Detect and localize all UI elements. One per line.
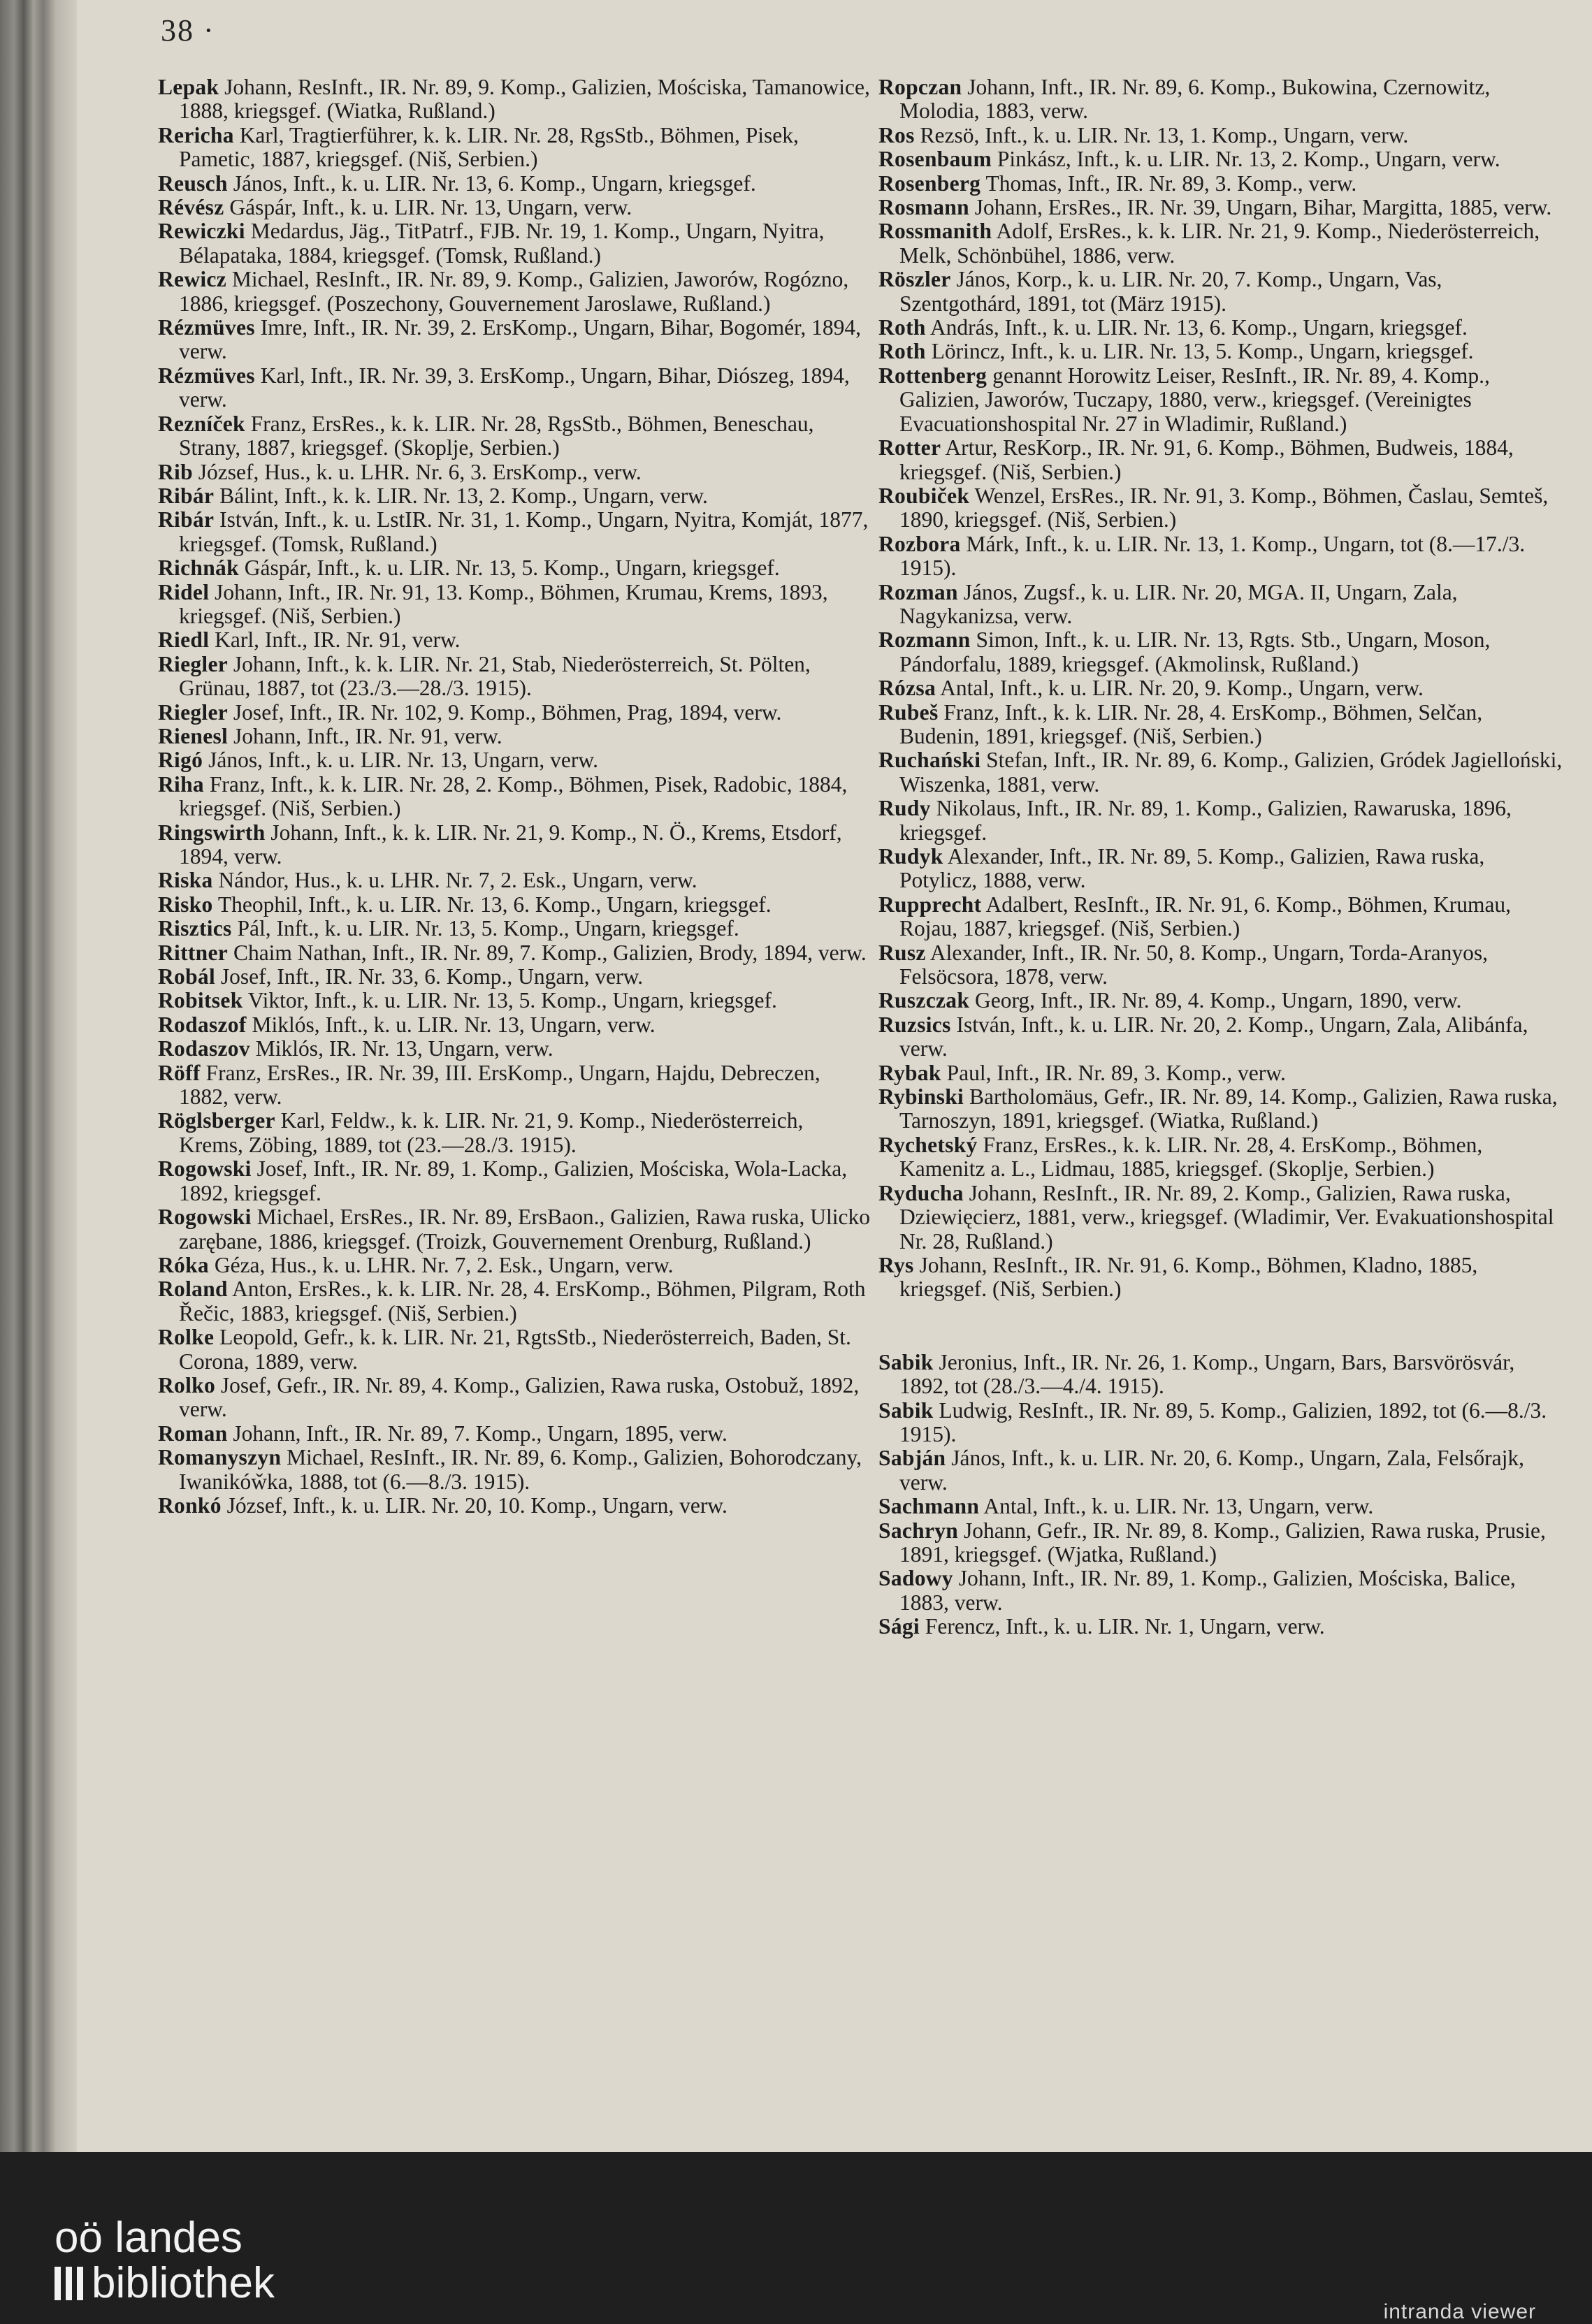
section-gap: [878, 1302, 1563, 1351]
entry-details: József, Hus., k. u. LHR. Nr. 6, 3. ErsKomp., verw.: [198, 459, 642, 484]
entry-details: János, Korp., k. u. LIR. Nr. 20, 7. Komp., Ungarn, Vas, Szentgothárd, 1891, tot (März 1915).: [899, 267, 1442, 316]
entry-details: Stefan, Inft., IR. Nr. 89, 6. Komp., Galizien, Gródek Jagielloński, Wiszenka, 1881, verw.: [899, 748, 1563, 797]
entry-surname: Rozbora: [878, 531, 961, 556]
list-entry: [158, 1013, 871, 1037]
entry-details: Imre, Inft., IR. Nr. 39, 2. ErsKomp., Ungarn, Bihar, Bogomér, 1894, verw.: [179, 315, 861, 364]
entry-details: József, Inft., k. u. LIR. Nr. 20, 10. Komp., Ungarn, verw.: [226, 1493, 728, 1518]
entry-details: Franz, Inft., k. k. LIR. Nr. 28, 4. ErsKomp., Böhmen, Selčan, Budenin, 1891, kriegsgef. (Niš, Serbien.): [899, 699, 1483, 748]
list-entry: [158, 941, 871, 965]
entry-details: Johann, Inft., k. k. LIR. Nr. 21, 9. Komp., N. Ö., Krems, Etsdorf, 1894, verw.: [179, 820, 842, 869]
entry-surname: Richnák: [158, 555, 239, 581]
entry-surname: Riegler: [158, 699, 229, 725]
entry-surname: Ribár: [158, 507, 215, 532]
entry-details: Johann, Inft., IR. Nr. 89, 7. Komp., Ungarn, 1895, verw.: [233, 1421, 728, 1446]
entry-details: Adolf, ErsRes., k. k. LIR. Nr. 21, 9. Komp., Niederösterreich, Melk, Schönbühel, 1886, verw.: [899, 219, 1540, 268]
entry-surname: Röszler: [878, 267, 951, 292]
list-entry: [158, 917, 871, 941]
list-entry: [878, 797, 1563, 845]
entry-details: Theophil, Inft., k. u. LIR. Nr. 13, 6. Komp., Ungarn, kriegsgef.: [217, 892, 772, 917]
entry-surname: Rienesl: [158, 723, 229, 748]
list-entry: [878, 676, 1563, 700]
list-entry: [878, 532, 1563, 581]
entry-surname: Ryducha: [878, 1180, 964, 1205]
entry-surname: Rottenberg: [878, 363, 987, 388]
list-entry: [158, 893, 871, 917]
entry-surname: Ringswirth: [158, 820, 266, 845]
entry-details: Nándor, Hus., k. u. LHR. Nr. 7, 2. Esk., Ungarn, verw.: [218, 868, 697, 893]
list-entry: [878, 581, 1563, 629]
entry-surname: Rozman: [878, 579, 958, 604]
list-entry: [158, 1446, 871, 1494]
entry-surname: Roland: [158, 1277, 228, 1302]
entry-surname: Robitsek: [158, 988, 243, 1013]
entry-surname: Riedl: [158, 627, 210, 653]
entry-surname: Rézmüves: [158, 363, 255, 388]
entry-details: János, Zugsf., k. u. LIR. Nr. 20, MGA. II, Ungarn, Zala, Nagykanizsa, verw.: [899, 579, 1458, 628]
entry-surname: Roubiček: [878, 483, 970, 508]
entry-surname: Riha: [158, 771, 204, 797]
entry-details: Jeronius, Inft., IR. Nr. 26, 1. Komp., Ungarn, Bars, Barsvörösvár, 1892, tot (28./3.—4./4. 1915).: [899, 1349, 1515, 1399]
entry-details: Medardus, Jäg., TitPatrf., FJB. Nr. 19, 1. Komp., Ungarn, Nyitra, Bélapataka, 1884, kriegsgef. (Tomsk, Rußland.): [179, 219, 825, 268]
entry-details: Johann, ResInft., IR. Nr. 89, 9. Komp., Galizien, Mościska, Tamanowice, 1888, kriegsgef. (Wiatka, Rußland.): [179, 75, 870, 124]
library-logo: [55, 2216, 275, 2307]
entry-surname: Sabján: [878, 1446, 946, 1471]
list-entry: [878, 484, 1563, 532]
entry-surname: Rogowski: [158, 1205, 252, 1230]
entry-surname: Ruchański: [878, 748, 981, 773]
entry-surname: Roman: [158, 1421, 228, 1446]
entry-details: Alexander, Inft., IR. Nr. 89, 5. Komp., Galizien, Rawa ruska, Potylicz, 1888, verw.: [899, 844, 1485, 893]
entry-surname: Rézmüves: [158, 315, 255, 340]
entry-details: Pál, Inft., k. u. LIR. Nr. 13, 5. Komp., Ungarn, kriegsgef.: [237, 916, 739, 941]
list-entry: [158, 1374, 871, 1422]
entry-details: Antal, Inft., k. u. LIR. Nr. 20, 9. Komp., Ungarn, verw.: [940, 676, 1424, 701]
entry-surname: Rupprecht: [878, 892, 982, 917]
list-entry: [158, 1494, 871, 1518]
list-entry: [158, 75, 871, 124]
list-entry: [158, 1037, 871, 1061]
entry-details: István, Inft., k. u. LIR. Nr. 20, 2. Komp., Ungarn, Zala, Alibánfa, verw.: [899, 1012, 1528, 1061]
entry-surname: Roth: [878, 315, 926, 340]
entry-surname: Rudy: [878, 796, 931, 821]
list-entry: [878, 268, 1563, 316]
list-entry: [158, 219, 871, 268]
entry-surname: Rewicz: [158, 267, 226, 292]
entry-surname: Ridel: [158, 579, 210, 604]
list-entry: [878, 196, 1563, 219]
entry-details: Johann, Inft., k. k. LIR. Nr. 21, Stab, Niederösterreich, St. Pölten, Grünau, 1887, tot (23./3.—28./3. 1915).: [179, 651, 811, 701]
list-entry: [878, 1133, 1563, 1182]
entry-details: András, Inft., k. u. LIR. Nr. 13, 6. Komp., Ungarn, kriegsgef.: [929, 315, 1468, 340]
list-entry: [158, 316, 871, 364]
entry-details: Johann, Inft., IR. Nr. 89, 1. Komp., Galizien, Mościska, Balice, 1883, verw.: [899, 1566, 1516, 1615]
list-entry: [878, 316, 1563, 340]
entry-details: Johann, Inft., IR. Nr. 91, 13. Komp., Böhmen, Krumau, Krems, 1893, kriegsgef. (Niš, Serbien.): [179, 579, 828, 628]
entry-details: Paul, Inft., IR. Nr. 89, 3. Komp., verw.: [946, 1060, 1286, 1085]
list-entry: [158, 268, 871, 316]
list-entry: [158, 124, 871, 172]
entry-details: Nikolaus, Inft., IR. Nr. 89, 1. Komp., Galizien, Rawaruska, 1896, kriegsgef.: [899, 796, 1512, 845]
entry-surname: Rychetský: [878, 1132, 978, 1157]
entry-surname: Sabik: [878, 1349, 934, 1374]
entry-surname: Risztics: [158, 916, 232, 941]
entry-details: János, Inft., k. u. LIR. Nr. 13, Ungarn, verw.: [208, 748, 598, 773]
entry-surname: Rusz: [878, 940, 926, 965]
right-column: [878, 75, 1563, 1639]
entry-surname: Rogowski: [158, 1156, 252, 1182]
entry-details: Ludwig, ResInft., IR. Nr. 89, 5. Komp., Galizien, 1892, tot (6.—8./3. 1915).: [899, 1397, 1547, 1446]
list-entry: [878, 893, 1563, 941]
list-entry: [878, 1061, 1563, 1085]
entry-surname: Rosmann: [878, 195, 969, 220]
entry-details: Franz, ErsRes., IR. Nr. 39, III. ErsKomp., Ungarn, Hajdu, Debreczen, 1882, verw.: [179, 1060, 820, 1110]
entry-details: genannt Horowitz Leiser, ResInft., IR. Nr. 89, 4. Komp., Galizien, Jaworów, Tuczapy, 1880, verw., kriegsgef. (Vereinigtes Evacuationshospital Nr. 27 in Wladimir, Rußland.): [899, 363, 1490, 436]
entry-details: Anton, ErsRes., k. k. LIR. Nr. 28, 4. ErsKomp., Böhmen, Pilgram, Roth Řečic, 1883, kriegsgef. (Niš, Serbien.): [179, 1277, 866, 1326]
list-entry: [158, 773, 871, 821]
list-entry: [878, 748, 1563, 797]
list-entry: [878, 628, 1563, 676]
list-entry: [878, 1085, 1563, 1133]
entry-details: Rezsö, Inft., k. u. LIR. Nr. 13, 1. Komp., Ungarn, verw.: [920, 122, 1409, 147]
list-entry: [158, 748, 871, 772]
list-entry: [878, 1351, 1563, 1399]
entry-details: János, Inft., k. u. LIR. Nr. 20, 6. Komp., Ungarn, Zala, Felsőrajk, verw.: [899, 1446, 1524, 1495]
list-entry: [878, 1013, 1563, 1061]
list-entry: [158, 1109, 871, 1157]
list-entry: [158, 412, 871, 460]
entry-surname: Révész: [158, 195, 224, 220]
entry-surname: Rózsa: [878, 676, 936, 701]
list-entry: [158, 172, 871, 196]
entry-surname: Lepak: [158, 75, 219, 99]
entry-surname: Róka: [158, 1252, 209, 1277]
entry-details: Miklós, Inft., k. u. LIR. Nr. 13, Ungarn, verw.: [252, 1012, 656, 1037]
entry-surname: Ronkó: [158, 1493, 222, 1518]
entry-details: Ferencz, Inft., k. u. LIR. Nr. 1, Ungarn, verw.: [925, 1614, 1325, 1639]
list-entry: [158, 725, 871, 748]
entry-details: Géza, Hus., k. u. LHR. Nr. 7, 2. Esk., Ungarn, verw.: [214, 1252, 674, 1277]
entry-details: Josef, Inft., IR. Nr. 33, 6. Komp., Ungarn, verw.: [220, 964, 644, 989]
entry-surname: Sadowy: [878, 1566, 953, 1591]
list-entry: [878, 845, 1563, 893]
entry-details: Michael, ResInft., IR. Nr. 89, 6. Komp., Galizien, Bohorodczany, Iwaników̌ka, 1888, tot (6.—8./3. 1915).: [179, 1445, 862, 1494]
entry-surname: Rolko: [158, 1372, 216, 1397]
entry-surname: Rozmann: [878, 627, 971, 653]
entry-details: Karl, Inft., IR. Nr. 39, 3. ErsKomp., Ungarn, Bihar, Diószeg, 1894, verw.: [179, 363, 850, 412]
entry-surname: Ros: [878, 122, 915, 147]
entry-surname: Sági: [878, 1614, 920, 1639]
entry-details: Bálint, Inft., k. k. LIR. Nr. 13, 2. Komp., Ungarn, verw.: [219, 483, 708, 508]
list-entry: [878, 1567, 1563, 1615]
list-entry: [158, 653, 871, 701]
entry-details: Johann, ErsRes., IR. Nr. 39, Ungarn, Bihar, Margitta, 1885, verw.: [974, 195, 1552, 220]
list-entry: [158, 508, 871, 556]
list-entry: [158, 1205, 871, 1254]
entry-surname: Rosenberg: [878, 170, 981, 196]
entry-details: Viktor, Inft., k. u. LIR. Nr. 13, 5. Komp., Ungarn, kriegsgef.: [247, 988, 777, 1013]
entry-surname: Rossmanith: [878, 219, 992, 244]
list-entry: [158, 364, 871, 412]
list-entry: [878, 1254, 1563, 1302]
list-entry: [878, 1399, 1563, 1447]
entry-surname: Reusch: [158, 170, 228, 196]
entry-surname: Rybak: [878, 1060, 941, 1085]
list-entry: [878, 1519, 1563, 1567]
list-entry: [158, 581, 871, 629]
entry-surname: Romanyszyn: [158, 1445, 282, 1470]
list-entry: [158, 196, 871, 219]
entry-details: Karl, Inft., IR. Nr. 91, verw.: [215, 627, 461, 653]
entry-details: Adalbert, ResInft., IR. Nr. 91, 6. Komp., Böhmen, Krumau, Rojau, 1887, kriegsgef. (Niš, Serbien.): [899, 892, 1512, 941]
entry-details: Alexander, Inft., IR. Nr. 50, 8. Komp., Ungarn, Torda-Aranyos, Felsöcsora, 1878, verw.: [899, 940, 1489, 989]
entry-surname: Sabik: [878, 1397, 934, 1423]
entry-details: Josef, Inft., IR. Nr. 102, 9. Komp., Böhmen, Prag, 1894, verw.: [233, 699, 782, 725]
list-entry: [158, 1422, 871, 1446]
list-entry: [878, 1446, 1563, 1495]
entry-surname: Robál: [158, 964, 216, 989]
entry-details: János, Inft., k. u. LIR. Nr. 13, 6. Komp., Ungarn, kriegsgef.: [233, 170, 756, 196]
entry-surname: Rybinski: [878, 1084, 964, 1110]
entry-details: Leopold, Gefr., k. k. LIR. Nr. 21, RgtsStb., Niederösterreich, Baden, St. Corona, 1889, verw.: [179, 1325, 851, 1374]
list-entry: [878, 701, 1563, 749]
entry-details: Simon, Inft., k. u. LIR. Nr. 13, Rgts. Stb., Ungarn, Moson, Pándorfalu, 1889, kriegsgef. (Akmolinsk, Rußland.): [899, 627, 1491, 676]
entry-surname: Rosenbaum: [878, 147, 992, 172]
list-entry: [158, 460, 871, 484]
entry-details: Lörincz, Inft., k. u. LIR. Nr. 13, 5. Komp., Ungarn, kriegsgef.: [931, 339, 1474, 364]
entry-surname: Ruzsics: [878, 1012, 951, 1037]
entry-surname: Rezníček: [158, 411, 245, 436]
list-entry: [158, 1157, 871, 1205]
page-number: 38 ·: [161, 13, 215, 48]
entry-details: Antal, Inft., k. u. LIR. Nr. 13, Ungarn, verw.: [983, 1494, 1374, 1519]
entry-details: Thomas, Inft., IR. Nr. 89, 3. Komp., verw.: [985, 170, 1357, 196]
entry-surname: Riegler: [158, 651, 229, 676]
entry-surname: Sachryn: [878, 1518, 959, 1543]
entry-surname: Riska: [158, 868, 213, 893]
list-entry: [158, 1277, 871, 1326]
list-entry: [878, 147, 1563, 171]
entry-details: Georg, Inft., IR. Nr. 89, 4. Komp., Ungarn, 1890, verw.: [975, 988, 1462, 1013]
viewer-label: intranda viewer: [1383, 2300, 1536, 2323]
viewer-footer: [0, 2152, 1592, 2321]
entry-details: Michael, ErsRes., IR. Nr. 89, ErsBaon., Galizien, Rawa ruska, Ulicko zarębane, 1886, kriegsgef. (Troizk, Gouvernement Orenburg, Rußland.): [179, 1205, 870, 1254]
list-entry: [158, 701, 871, 725]
book-binding: [0, 0, 77, 2152]
logo-line-1: oö landes: [55, 2214, 243, 2262]
entry-details: Johann, ResInft., IR. Nr. 89, 2. Komp., Galizien, Rawa ruska, Dziewięcierz, 1881, verw., kriegsgef. (Wladimir, Ver. Evakuationshospital Nr. 28, Rußland.): [899, 1180, 1554, 1254]
entry-details: Karl, Feldw., k. k. LIR. Nr. 21, 9. Komp., Niederösterreich, Krems, Zöbing, 1889, tot (23.—28./3. 1915).: [179, 1108, 804, 1157]
list-entry: [158, 965, 871, 989]
list-entry: [158, 1254, 871, 1277]
entry-surname: Roth: [878, 339, 926, 364]
entry-details: Franz, Inft., k. k. LIR. Nr. 28, 2. Komp., Böhmen, Pisek, Radobic, 1884, kriegsgef. (Niš, Serbien.): [179, 771, 848, 821]
list-entry: [158, 1326, 871, 1374]
entry-details: Pinkász, Inft., k. u. LIR. Nr. 13, 2. Komp., Ungarn, verw.: [997, 147, 1500, 172]
list-entry: [878, 75, 1563, 124]
entry-surname: Ribár: [158, 483, 215, 508]
entry-surname: Rudyk: [878, 844, 943, 869]
entry-details: Karl, Tragtierführer, k. k. LIR. Nr. 28, RgsStb., Böhmen, Pisek, Pametic, 1887, kriegsgef. (Niš, Serbien.): [179, 122, 799, 172]
entry-details: Miklós, IR. Nr. 13, Ungarn, verw.: [255, 1036, 553, 1061]
entry-surname: Rewiczki: [158, 219, 245, 244]
entry-surname: Rodaszov: [158, 1036, 250, 1061]
list-entry: [158, 628, 871, 652]
entry-details: Bartholomäus, Gefr., IR. Nr. 89, 14. Komp., Galizien, Rawa ruska, Tarnoszyn, 1891, kriegsgef. (Wiatka, Rußland.): [899, 1084, 1558, 1133]
entry-surname: Risko: [158, 892, 213, 917]
list-entry: [158, 556, 871, 580]
entry-details: Johann, Inft., IR. Nr. 89, 6. Komp., Bukowina, Czernowitz, Molodia, 1883, verw.: [899, 75, 1491, 124]
list-entry: [158, 989, 871, 1012]
entry-surname: Rotter: [878, 435, 941, 460]
list-entry: [878, 1182, 1563, 1254]
list-entry: [878, 941, 1563, 989]
list-entry: [878, 989, 1563, 1012]
entry-details: István, Inft., k. u. LstIR. Nr. 31, 1. Komp., Ungarn, Nyitra, Komját, 1877, kriegsgef. (Tomsk, Rußland.): [179, 507, 869, 556]
entry-surname: Ruszczak: [878, 988, 970, 1013]
list-entry: [878, 340, 1563, 363]
list-entry: [878, 172, 1563, 196]
entry-details: Johann, ResInft., IR. Nr. 91, 6. Komp., Böhmen, Kladno, 1885, kriegsgef. (Niš, Serbien.): [899, 1252, 1478, 1302]
list-entry: [158, 821, 871, 869]
list-entry: [878, 219, 1563, 268]
entry-surname: Rolke: [158, 1325, 215, 1350]
left-column: [158, 75, 871, 1518]
list-entry: [158, 1061, 871, 1110]
entry-surname: Rericha: [158, 122, 234, 147]
entry-details: Josef, Gefr., IR. Nr. 89, 4. Komp., Galizien, Rawa ruska, Ostobuž, 1892, verw.: [179, 1372, 860, 1422]
logo-line-2: bibliothek: [92, 2259, 275, 2307]
entry-surname: Rodaszof: [158, 1012, 247, 1037]
entry-surname: Rittner: [158, 940, 229, 965]
entry-details: Artur, ResKorp., IR. Nr. 91, 6. Komp., Böhmen, Budweis, 1884, kriegsgef. (Niš, Serbien.): [899, 435, 1514, 484]
entry-surname: Rubeš: [878, 699, 939, 725]
entry-surname: Röglsberger: [158, 1108, 275, 1133]
entry-details: Gáspár, Inft., k. u. LIR. Nr. 13, Ungarn, verw.: [229, 195, 632, 220]
entry-details: Gáspár, Inft., k. u. LIR. Nr. 13, 5. Komp., Ungarn, kriegsgef.: [244, 555, 780, 581]
entry-surname: Sachmann: [878, 1494, 980, 1519]
entry-surname: Rys: [878, 1252, 914, 1277]
list-entry: [878, 124, 1563, 147]
entry-details: Josef, Inft., IR. Nr. 89, 1. Komp., Galizien, Mościska, Wola-Lacka, 1892, kriegsgef.: [179, 1156, 848, 1205]
entry-surname: Rigó: [158, 748, 203, 773]
list-entry: [878, 1495, 1563, 1518]
list-entry: [878, 364, 1563, 436]
entry-surname: Ropczan: [878, 75, 962, 99]
list-entry: [878, 1615, 1563, 1639]
entry-details: Michael, ResInft., IR. Nr. 89, 9. Komp., Galizien, Jaworów, Rogózno, 1886, kriegsgef. (Poszechony, Gouvernement Jaroslawe, Rußland.): [179, 267, 849, 316]
entry-surname: Röff: [158, 1060, 201, 1085]
entry-details: Márk, Inft., k. u. LIR. Nr. 13, 1. Komp., Ungarn, tot (8.—17./3. 1915).: [899, 531, 1526, 581]
entry-details: Johann, Gefr., IR. Nr. 89, 8. Komp., Galizien, Rawa ruska, Prusie, 1891, kriegsgef. (Wjatka, Rußland.): [899, 1518, 1546, 1567]
list-entry: [158, 869, 871, 892]
logo-bars-icon: [55, 2267, 83, 2300]
entry-details: Johann, Inft., IR. Nr. 91, verw.: [233, 723, 502, 748]
list-entry: [158, 484, 871, 508]
entry-details: Wenzel, ErsRes., IR. Nr. 91, 3. Komp., Böhmen, Časlau, Semteš, 1890, kriegsgef. (Niš, Serbien.): [899, 483, 1549, 532]
entry-surname: Rib: [158, 459, 193, 484]
entry-details: Franz, ErsRes., k. k. LIR. Nr. 28, RgsStb., Böhmen, Beneschau, Strany, 1887, kriegsgef. (Skoplje, Serbien.): [179, 411, 814, 460]
entry-details: Chaim Nathan, Inft., IR. Nr. 89, 7. Komp., Galizien, Brody, 1894, verw.: [233, 940, 867, 965]
entry-details: Franz, ErsRes., k. k. LIR. Nr. 28, 4. ErsKomp., Böhmen, Kamenitz a. L., Lidmau, 1885, kriegsgef. (Skoplje, Serbien.): [899, 1132, 1483, 1182]
list-entry: [878, 436, 1563, 484]
